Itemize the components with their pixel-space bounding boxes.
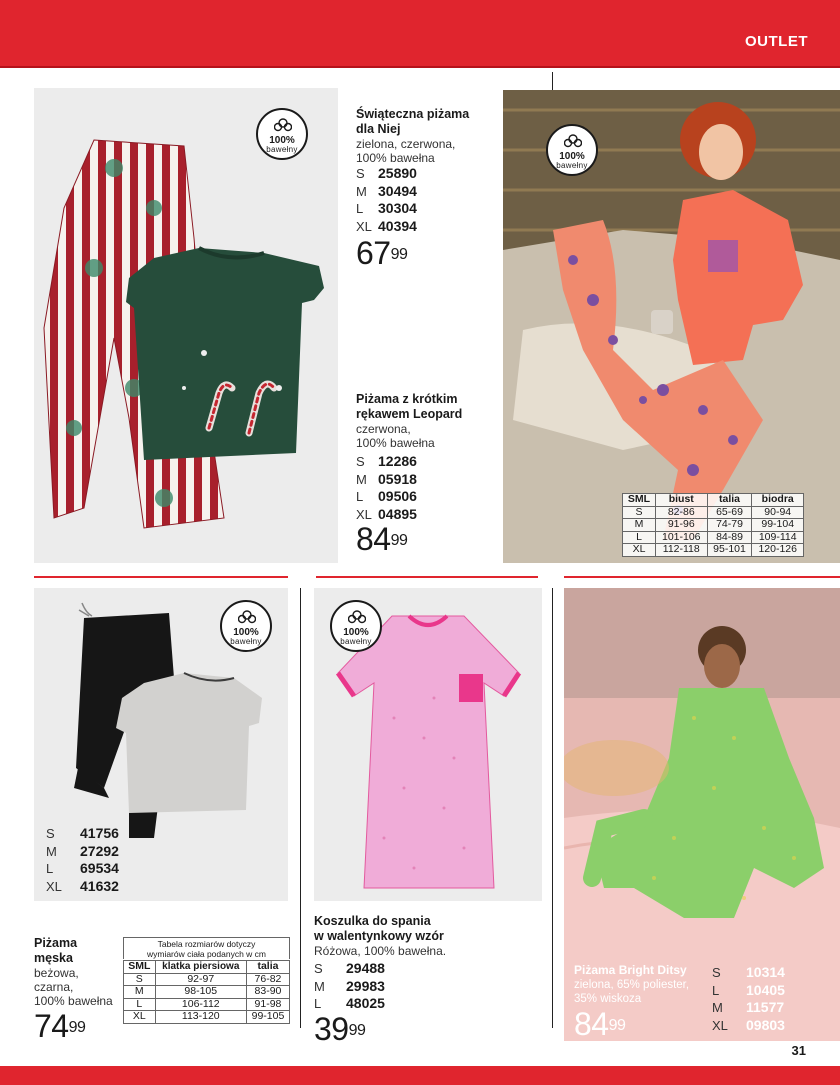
product-title: Piżama Bright Ditsy xyxy=(574,963,687,977)
product-title: rękawem Leopard xyxy=(356,407,463,421)
size-code-row: XL 41632 xyxy=(46,877,119,894)
cotton-badge: 100% bawełny xyxy=(546,124,598,176)
price: $39^{99}$ xyxy=(314,1010,366,1047)
product-title: Koszulka do spania xyxy=(314,914,431,928)
size-code-row: M 27292 xyxy=(46,842,119,859)
product-ditsy xyxy=(574,963,714,1040)
size-code-list xyxy=(46,825,119,895)
size-code-row: L 10405 xyxy=(712,981,785,998)
size-code-row: XL 40394 xyxy=(356,217,417,234)
cotton-badge: 100% bawełny xyxy=(330,600,382,652)
product-swiateczna xyxy=(356,107,501,269)
size-code-row: L 69534 xyxy=(46,860,119,876)
table-row: M 91-96 74-79 99-104 xyxy=(623,519,804,532)
cotton-icon xyxy=(274,118,292,134)
divider xyxy=(300,588,301,1028)
product-title: męska xyxy=(34,951,73,965)
size-code-row: M 05918 xyxy=(356,470,417,487)
product-desc: 100% bawełna xyxy=(356,151,435,165)
size-table-caption: Tabela rozmiarów dotyczy wymiarów ciała podanych w cm xyxy=(123,937,290,959)
size-table-leopard xyxy=(622,493,804,557)
cotton-icon xyxy=(564,134,582,150)
section-title: OUTLET xyxy=(745,33,808,50)
header-bar xyxy=(0,0,840,68)
cotton-icon xyxy=(238,610,256,626)
size-code-row: M 11577 xyxy=(712,999,785,1015)
product-desc: czarna, xyxy=(34,980,74,994)
size-code-list xyxy=(314,960,539,1013)
size-code-list xyxy=(356,453,501,523)
size-table-meska xyxy=(123,960,290,1024)
price: $84^{99}$ xyxy=(356,521,408,557)
price: $67^{99}$ xyxy=(356,235,408,271)
product-title: Piżama xyxy=(34,936,78,950)
table-row: L 106-112 91-98 xyxy=(124,998,290,1011)
product-desc: beżowa, xyxy=(34,966,79,980)
size-code-row: S 10314 xyxy=(712,964,785,980)
product-title: w walentynkowy wzór xyxy=(314,929,444,943)
product-desc: zielona, 65% poliester, xyxy=(574,979,690,991)
size-code-row: S 12286 xyxy=(356,453,417,469)
divider xyxy=(564,576,840,578)
size-code-row: M 30494 xyxy=(356,182,417,199)
size-code-list xyxy=(712,964,785,1034)
price: $84^{99}$ xyxy=(574,1006,626,1042)
size-code-row: S 25890 xyxy=(356,165,417,181)
table-header-row: SML klatka piersiowa talia xyxy=(124,961,290,974)
size-code-row: L 48025 xyxy=(314,995,385,1011)
table-header-row: SML biust talia biodra xyxy=(623,494,804,507)
size-code-row: S 29488 xyxy=(314,960,385,976)
table-row: S 92-97 76-82 xyxy=(124,973,290,986)
table-row: L 101-106 84-89 109-114 xyxy=(623,531,804,544)
size-code-row: XL 04895 xyxy=(356,505,417,522)
size-code-row: M 29983 xyxy=(314,977,385,994)
divider xyxy=(316,576,538,578)
cotton-badge: 100% bawełny xyxy=(256,108,308,160)
size-code-row: XL 09803 xyxy=(712,1016,785,1033)
product-desc: 100% bawełna xyxy=(356,436,435,450)
size-code-list xyxy=(356,165,501,235)
table-row: S 82-86 65-69 90-94 xyxy=(623,506,804,519)
product-koszulka xyxy=(314,914,539,1045)
product-desc: Różowa, 100% bawełna. xyxy=(314,944,447,958)
product-title: Piżama z krótkim xyxy=(356,392,458,406)
divider xyxy=(552,72,553,90)
size-code-row: S 41756 xyxy=(46,825,119,841)
product-desc: 100% bawełna xyxy=(34,994,113,1008)
product-title: dla Niej xyxy=(356,122,401,136)
size-code-row: L 09506 xyxy=(356,488,417,504)
table-row: XL 113-120 99-105 xyxy=(124,1011,290,1024)
cotton-badge: 100% bawełny xyxy=(220,600,272,652)
divider xyxy=(552,588,553,1028)
product-desc: zielona, czerwona, xyxy=(356,137,456,151)
divider xyxy=(34,576,288,578)
price: $74^{99}$ xyxy=(34,1008,86,1044)
table-row: M 98-105 83-90 xyxy=(124,986,290,999)
product-meska xyxy=(34,936,124,1042)
footer-bar xyxy=(0,1066,840,1085)
product-leopard xyxy=(356,392,501,555)
product-title: Świąteczna piżama xyxy=(356,107,470,121)
table-row: XL 112-118 95-101 120-126 xyxy=(623,544,804,557)
page-number: 31 xyxy=(791,1043,806,1058)
christmas-pajama-photo xyxy=(34,88,338,563)
product-desc: 35% wiskoza xyxy=(574,993,642,1005)
product-desc: czerwona, xyxy=(356,422,411,436)
size-code-row: L 30304 xyxy=(356,200,417,216)
cotton-icon xyxy=(348,610,366,626)
